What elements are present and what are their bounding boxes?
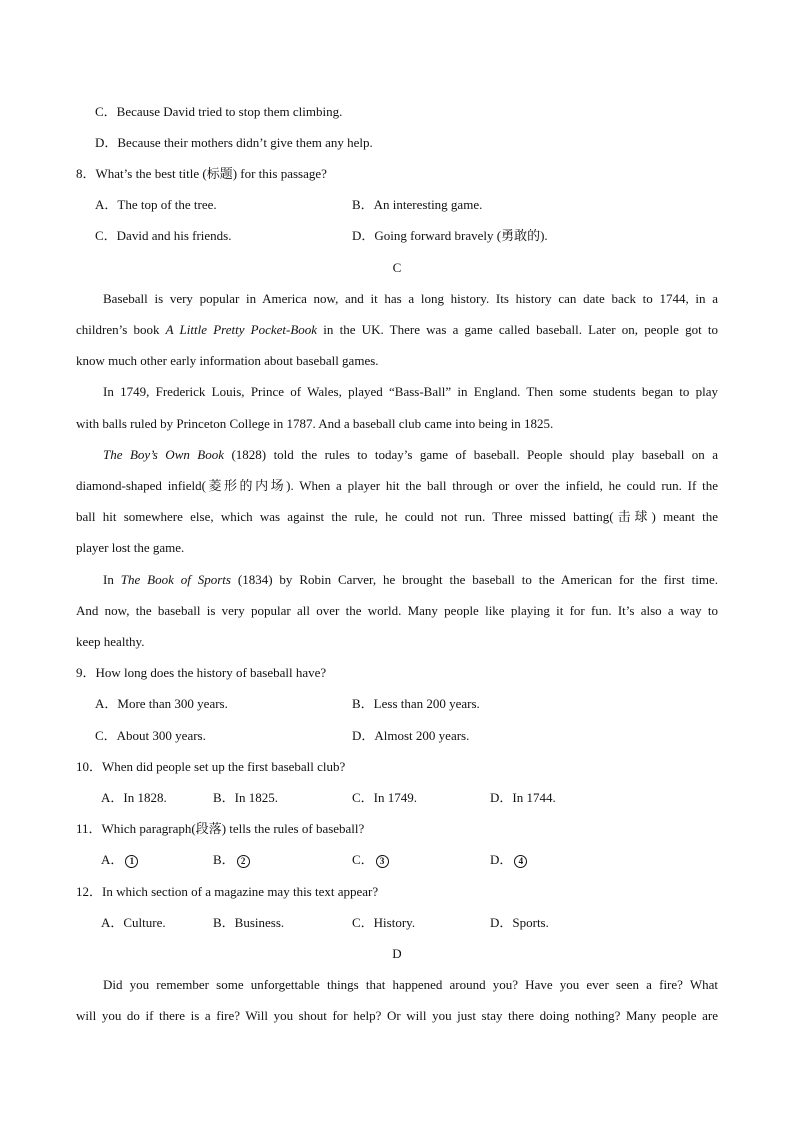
q8-option-a: A．The top of the tree. — [95, 197, 217, 212]
q9-option-d: D．Almost 200 years. — [352, 728, 470, 743]
q9-option-c: C．About 300 years. — [95, 728, 206, 743]
q11-option-a: A． 1 — [101, 852, 138, 868]
q11-option-d: D． 4 — [490, 852, 527, 868]
q9-option-b: B．Less than 200 years. — [352, 696, 480, 711]
q10-question: 10．When did people set up the first baseball club? — [76, 759, 346, 774]
q10-option-d: D．In 1744. — [490, 790, 556, 805]
q12-option-d: D．Sports. — [490, 915, 549, 930]
c-p1-line3: know much other early information about baseball games. — [76, 353, 379, 368]
c-p4-line3: keep healthy. — [76, 634, 145, 649]
q12-option-c: C．History. — [352, 915, 416, 930]
q7-option-d: D．Because their mothers didn’t give them any help. — [95, 135, 373, 150]
circled-number: 1 — [125, 855, 138, 868]
c-p1-line1: Baseball is very popular in America now, and it has a long history. Its history can date back to 1744, in a — [103, 291, 718, 306]
c-p3-line1: The Boy’s Own Book (1828) told the rules to today’s game of baseball. People should play baseball on a — [103, 447, 718, 462]
c-p4-line2: And now, the baseball is very popular all over the world. Many people like playing it for fun. It’s also a way to — [76, 603, 718, 618]
q12-question: 12．In which section of a magazine may this text appear? — [76, 884, 379, 899]
q9-option-a: A．More than 300 years. — [95, 696, 228, 711]
book-title: The Book of Sports — [120, 572, 231, 587]
d-p1-line2: will you do if there is a fire? Will you shout for help? Or will you just stay there doing nothing? Many people are — [76, 1008, 718, 1023]
c-p3-line4: player lost the game. — [76, 540, 185, 555]
q11-option-b: B． 2 — [213, 852, 250, 868]
circled-number: 3 — [376, 855, 389, 868]
book-title: The Boy’s Own Book — [103, 447, 225, 462]
section-c-heading: C — [392, 260, 402, 275]
q8-question: 8．What’s the best title (标题) for this passage? — [76, 166, 327, 181]
c-p2-line1: In 1749, Frederick Louis, Prince of Wales, played “Bass-Ball” in England. Then some students began to play — [103, 384, 718, 399]
c-p3-line3: ball hit somewhere else, which was against the rule, he could not run. Three missed batting(击球) meant the — [76, 509, 718, 524]
q9-question: 9．How long does the history of baseball have? — [76, 665, 327, 680]
q8-option-c: C．David and his friends. — [95, 228, 232, 243]
q8-option-b: B．An interesting game. — [352, 197, 483, 212]
q10-option-a: A．In 1828. — [101, 790, 167, 805]
book-title: A Little Pretty Pocket-Book — [165, 322, 318, 337]
q10-option-b: B．In 1825. — [213, 790, 279, 805]
circled-number: 2 — [237, 855, 250, 868]
q10-option-c: C．In 1749. — [352, 790, 418, 805]
q7-option-c: C．Because David tried to stop them climbing. — [95, 104, 343, 119]
c-p1-line2: children’s book A Little Pretty Pocket-Book in the UK. There was a game called baseball. Later on, people got to — [76, 322, 718, 337]
q11-question: 11．Which paragraph(段落) tells the rules of baseball? — [76, 821, 365, 836]
c-p2-line2: with balls ruled by Princeton College in 1787. And a baseball club came into being in 1825. — [76, 416, 554, 431]
section-d-heading: D — [392, 946, 402, 961]
q8-option-d: D．Going forward bravely (勇敢的). — [352, 228, 548, 243]
circled-number: 4 — [514, 855, 527, 868]
d-p1-line1: Did you remember some unforgettable things that happened around you? Have you ever seen a fire? What — [103, 977, 718, 992]
c-p3-line2: diamond-shaped infield(菱形的内场). When a player hit the ball through or over the infield, he could run. If the — [76, 478, 718, 493]
c-p4-line1: In The Book of Sports (1834) by Robin Carver, he brought the baseball to the American for the first time. — [103, 572, 718, 587]
q11-option-c: C． 3 — [352, 852, 389, 868]
q12-option-a: A．Culture. — [101, 915, 166, 930]
q12-option-b: B．Business. — [213, 915, 285, 930]
